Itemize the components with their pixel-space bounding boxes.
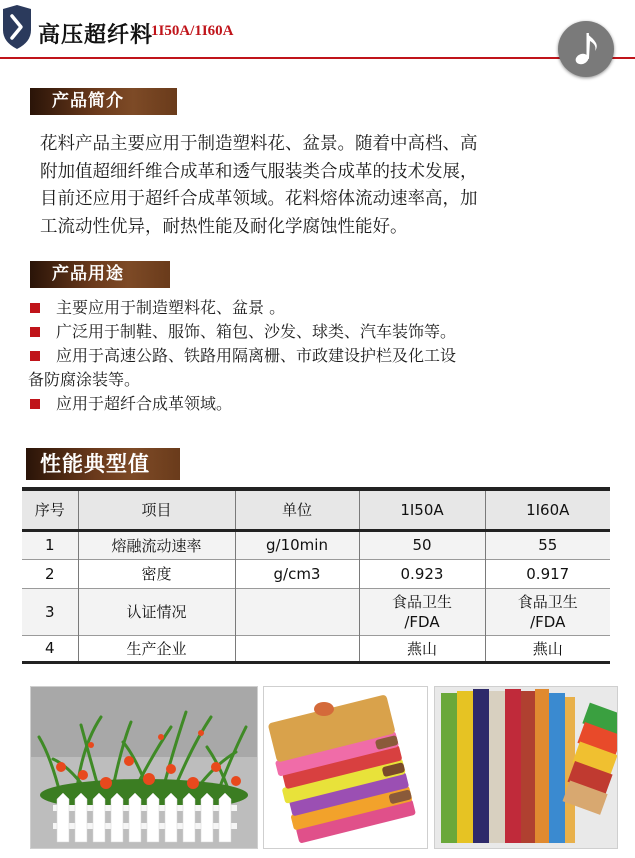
bullet-square-icon [30, 327, 40, 337]
plastic-flowers-planter [31, 687, 257, 848]
section-banner-properties: 性能典型值 [26, 448, 180, 480]
photo-plastic-flowers [30, 686, 258, 849]
table-header-cell: 1I50A [359, 489, 485, 530]
music-toggle-button[interactable] [558, 21, 614, 77]
list-item [28, 296, 618, 320]
header-divider [0, 57, 635, 59]
table-cell: 50 [359, 530, 485, 559]
table-row [22, 635, 610, 662]
table-cell: 3 [22, 588, 78, 635]
table-cell: 2 [22, 559, 78, 588]
table-header-cell: 项目 [78, 489, 235, 530]
uses-list [28, 296, 618, 416]
page-title: 高压超纤料 [38, 23, 154, 48]
bullet-square-icon [30, 351, 40, 361]
table-header-cell: 单位 [235, 489, 359, 530]
properties-table [22, 487, 610, 664]
table-cell [235, 635, 359, 662]
model-label: 1I50A/1I60A [151, 23, 234, 39]
table-cell: 55 [538, 536, 558, 554]
brand-shield-logo [2, 4, 32, 50]
table-cell: g/10min [235, 530, 359, 559]
list-item [28, 344, 618, 368]
section-banner-uses: 产品用途 [30, 261, 170, 288]
list-item-text: 应用于超纤合成革领域。 [56, 394, 233, 413]
bullet-square-icon [30, 399, 40, 409]
table-cell: 食品卫生 /FDA [517, 592, 578, 631]
intro-line: 附加值超细纤维合成革和透气服装类合成革的技术发展， [40, 161, 478, 182]
intro-paragraph [40, 131, 605, 241]
table-cell: 燕山 [532, 639, 563, 658]
intro-line: 花料产品主要应用于制造塑料花、盆景。随着中高档、高 [40, 134, 478, 154]
list-item-continuation: 备防腐涂装等。 [28, 370, 141, 389]
music-note-icon [558, 21, 614, 77]
table-cell: g/cm3 [235, 559, 359, 588]
list-item-text: 广泛用于制鞋、服饰、箱包、沙发、球类、汽车装饰等。 [56, 322, 457, 341]
table-cell: 燕山 [359, 635, 485, 662]
leather-notebooks-stack [264, 687, 427, 848]
table-cell: 0.917 [526, 564, 570, 583]
table-cell: 熔融流动速率 [78, 530, 235, 559]
list-item-text: 主要应用于制造塑料花、盆景 。 [56, 298, 286, 317]
table-header-row [22, 489, 610, 530]
photo-leather-rolls [434, 686, 618, 849]
table-cell: 密度 [78, 559, 235, 588]
synthetic-leather-rolls [435, 687, 617, 848]
photo-leather-notebooks [263, 686, 428, 849]
table-header-cell: 1I60A [485, 489, 610, 530]
table-cell: 4 [22, 635, 78, 662]
table-cell: 生产企业 [78, 635, 235, 662]
intro-line: 工流动性优异，耐热性能及耐化学腐蚀性能好。 [40, 216, 408, 237]
intro-line: 目前还应用于超纤合成革领域。花料熔体流动速率高，加 [40, 189, 478, 209]
list-item-text: 应用于高速公路、铁路用隔离栅、市政建设护栏及化工设 [56, 346, 457, 365]
table-header-cell: 序号 [22, 489, 78, 530]
table-cell [235, 588, 359, 635]
section-banner-intro: 产品简介 [30, 88, 177, 115]
table-row [22, 530, 610, 559]
table-cell: 0.923 [359, 559, 485, 588]
list-item [28, 320, 618, 344]
table-cell: 1 [22, 530, 78, 559]
table-cell: 食品卫生 /FDA [359, 588, 485, 635]
table-cell: 认证情况 [78, 588, 235, 635]
list-item [28, 392, 618, 416]
table-row [22, 559, 610, 588]
table-row [22, 588, 610, 635]
bullet-square-icon [30, 303, 40, 313]
